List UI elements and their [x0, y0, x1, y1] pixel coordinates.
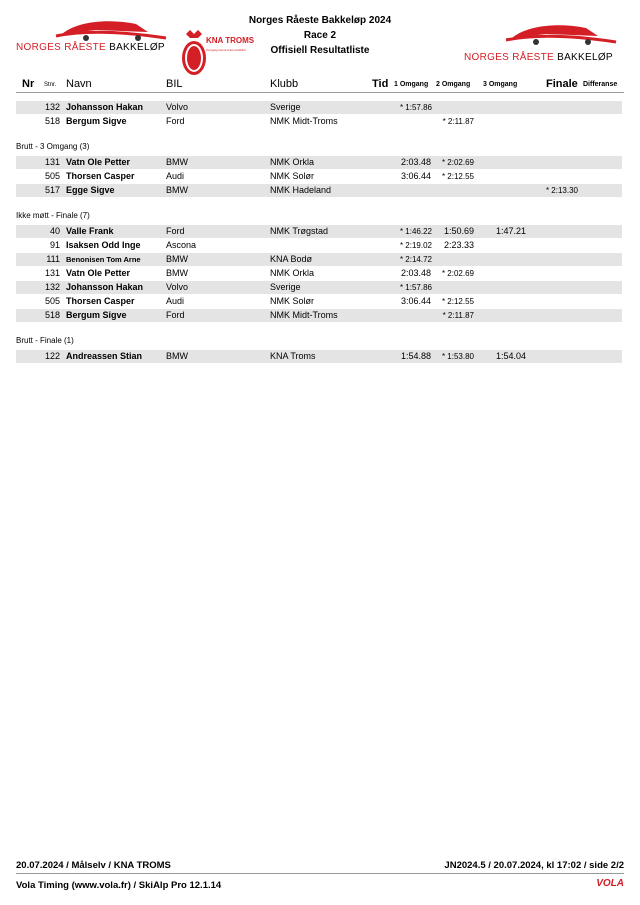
time: 2:03.48	[400, 268, 431, 278]
driver-name: Benonisen Tom Arne	[66, 255, 141, 264]
start-number: 505	[44, 296, 60, 306]
header-rule	[16, 92, 624, 93]
footer-software: Vola Timing (www.vola.fr) / SkiAlp Pro 12.1.14	[16, 880, 222, 891]
section-title: Ikke møtt - Finale (7)	[16, 211, 90, 220]
start-number: 111	[46, 254, 60, 264]
col-omgang-3: 3 Omgang	[483, 81, 518, 88]
col-finale: Finale	[546, 78, 578, 90]
round-1-time: * 2:19.02	[399, 241, 432, 250]
driver-name: Egge Sigve	[66, 185, 115, 195]
driver-name: Johansson Hakan	[66, 282, 144, 292]
round-2-time: * 2:11.87	[442, 117, 474, 126]
round-3-time: 1:47.21	[495, 226, 526, 236]
vola-logo: VOLA	[596, 878, 624, 889]
result-row	[16, 170, 622, 183]
driver-name: Bergum Sigve	[66, 310, 127, 320]
event-logo-left	[16, 12, 176, 62]
car-make: BMW	[166, 157, 188, 167]
driver-name: Valle Frank	[66, 226, 114, 236]
club-name: NMK Midt-Troms	[270, 310, 338, 320]
start-number: 132	[44, 282, 60, 292]
start-number: 518	[44, 116, 60, 126]
col-nr: Nr	[22, 78, 35, 90]
col-klubb: Klubb	[270, 78, 299, 90]
start-number: 505	[44, 171, 60, 181]
start-number: 517	[44, 185, 60, 195]
logo-text-red: NORGES RÅESTE	[464, 52, 555, 63]
club-name: NMK Trøgstad	[270, 226, 329, 236]
club-name: Sverige	[270, 282, 301, 292]
car-make: Volvo	[166, 102, 189, 112]
final-time: * 2:13.30	[545, 186, 578, 195]
car-make: Audi	[166, 171, 185, 181]
col-navn: Navn	[66, 78, 92, 90]
logo-text-black: BAKKELØP	[554, 52, 613, 63]
club-name: NMK Midt-Troms	[270, 116, 338, 126]
club-name: NMK Solør	[270, 296, 315, 306]
result-row	[16, 156, 622, 169]
driver-name: Isaksen Odd Inge	[66, 240, 141, 250]
result-row	[16, 295, 622, 308]
round-2-time: * 2:02.69	[441, 269, 474, 278]
col-omgang-2: 2 Omgang	[436, 81, 471, 88]
round-2-time: * 2:02.69	[441, 158, 474, 167]
club-name: NMK Solør	[270, 171, 315, 181]
time: 3:06.44	[400, 296, 431, 306]
club-name: Sverige	[270, 102, 301, 112]
footer-page-info: JN2024.5 / 20.07.2024, kl 17:02 / side 2/2	[444, 860, 624, 871]
driver-name: Vatn Ole Petter	[66, 268, 131, 278]
driver-name: Thorsen Casper	[66, 296, 135, 306]
round-1-time: * 1:57.86	[399, 103, 432, 112]
result-row	[16, 239, 622, 252]
club-name: NMK Hadeland	[270, 185, 332, 195]
result-row	[16, 115, 622, 128]
round-1-time: * 2:14.72	[399, 255, 432, 264]
logo-text-black: BAKKELØP	[106, 42, 165, 53]
club-name: NMK Orkla	[270, 157, 315, 167]
result-row	[16, 184, 622, 197]
round-1-time: * 1:57.86	[399, 283, 432, 292]
result-row	[16, 350, 622, 363]
car-make: Ford	[166, 310, 185, 320]
logo-text-red: NORGES RÅESTE	[16, 42, 107, 53]
result-row	[16, 281, 622, 294]
start-number: 132	[44, 102, 60, 112]
race-title: Race 2	[303, 30, 337, 41]
car-make: BMW	[166, 268, 188, 278]
list-title: Offisiell Resultatliste	[270, 45, 370, 56]
driver-name: Johansson Hakan	[66, 102, 144, 112]
kna-troms-logo	[178, 28, 255, 84]
round-2-time: 1:50.69	[443, 226, 474, 236]
round-3-time: 1:54.04	[495, 351, 526, 361]
result-row	[16, 253, 622, 266]
event-title: Norges Råeste Bakkeløp 2024	[248, 15, 392, 26]
start-number: 518	[44, 310, 60, 320]
start-number: 131	[44, 268, 60, 278]
col-tid: Tid	[372, 78, 389, 90]
car-make: Ascona	[166, 240, 197, 250]
car-make: BMW	[166, 185, 188, 195]
start-number: 131	[44, 157, 60, 167]
car-make: BMW	[166, 351, 188, 361]
club-name: NMK Orkla	[270, 268, 315, 278]
start-number: 122	[44, 351, 60, 361]
col-stnr: Stnr.	[44, 82, 57, 88]
footer-event-info: 20.07.2024 / Målselv / KNA TROMS	[16, 860, 171, 871]
section-title: Brutt - 3 Omgang (3)	[16, 142, 90, 151]
driver-name: Thorsen Casper	[66, 171, 135, 181]
time: 3:06.44	[400, 171, 431, 181]
car-make: Audi	[166, 296, 185, 306]
time: 2:03.48	[400, 157, 431, 167]
kna-text: KNA TROMS	[206, 36, 255, 45]
event-logo-right	[462, 18, 628, 66]
result-row	[16, 309, 622, 322]
col-omgang-1: 1 Omgang	[394, 81, 429, 88]
time: 1:54.88	[400, 351, 431, 361]
round-2-time: * 2:12.55	[441, 297, 474, 306]
round-2-time: * 2:11.87	[442, 311, 474, 320]
footer-rule	[16, 873, 624, 874]
club-name: KNA Bodø	[270, 254, 313, 264]
result-row	[16, 225, 622, 238]
car-make: Ford	[166, 226, 185, 236]
round-2-time: * 1:53.80	[441, 352, 474, 361]
round-2-time: * 2:12.55	[441, 172, 474, 181]
car-make: BMW	[166, 254, 188, 264]
section-title: Brutt - Finale (1)	[16, 336, 74, 345]
result-row	[16, 101, 622, 114]
kna-subtext: Kongelig Norsk Automobilklub	[206, 48, 246, 52]
driver-name: Vatn Ole Petter	[66, 157, 131, 167]
car-make: Ford	[166, 116, 185, 126]
round-2-time: 2:23.33	[443, 240, 474, 250]
col-bil: BIL	[166, 78, 183, 90]
start-number: 40	[49, 226, 60, 236]
car-make: Volvo	[166, 282, 189, 292]
club-name: KNA Troms	[270, 351, 316, 361]
start-number: 91	[49, 240, 60, 250]
driver-name: Bergum Sigve	[66, 116, 127, 126]
result-row	[16, 267, 622, 280]
col-differanse: Differanse	[583, 81, 618, 88]
driver-name: Andreassen Stian	[66, 351, 143, 361]
round-1-time: * 1:46.22	[399, 227, 432, 236]
